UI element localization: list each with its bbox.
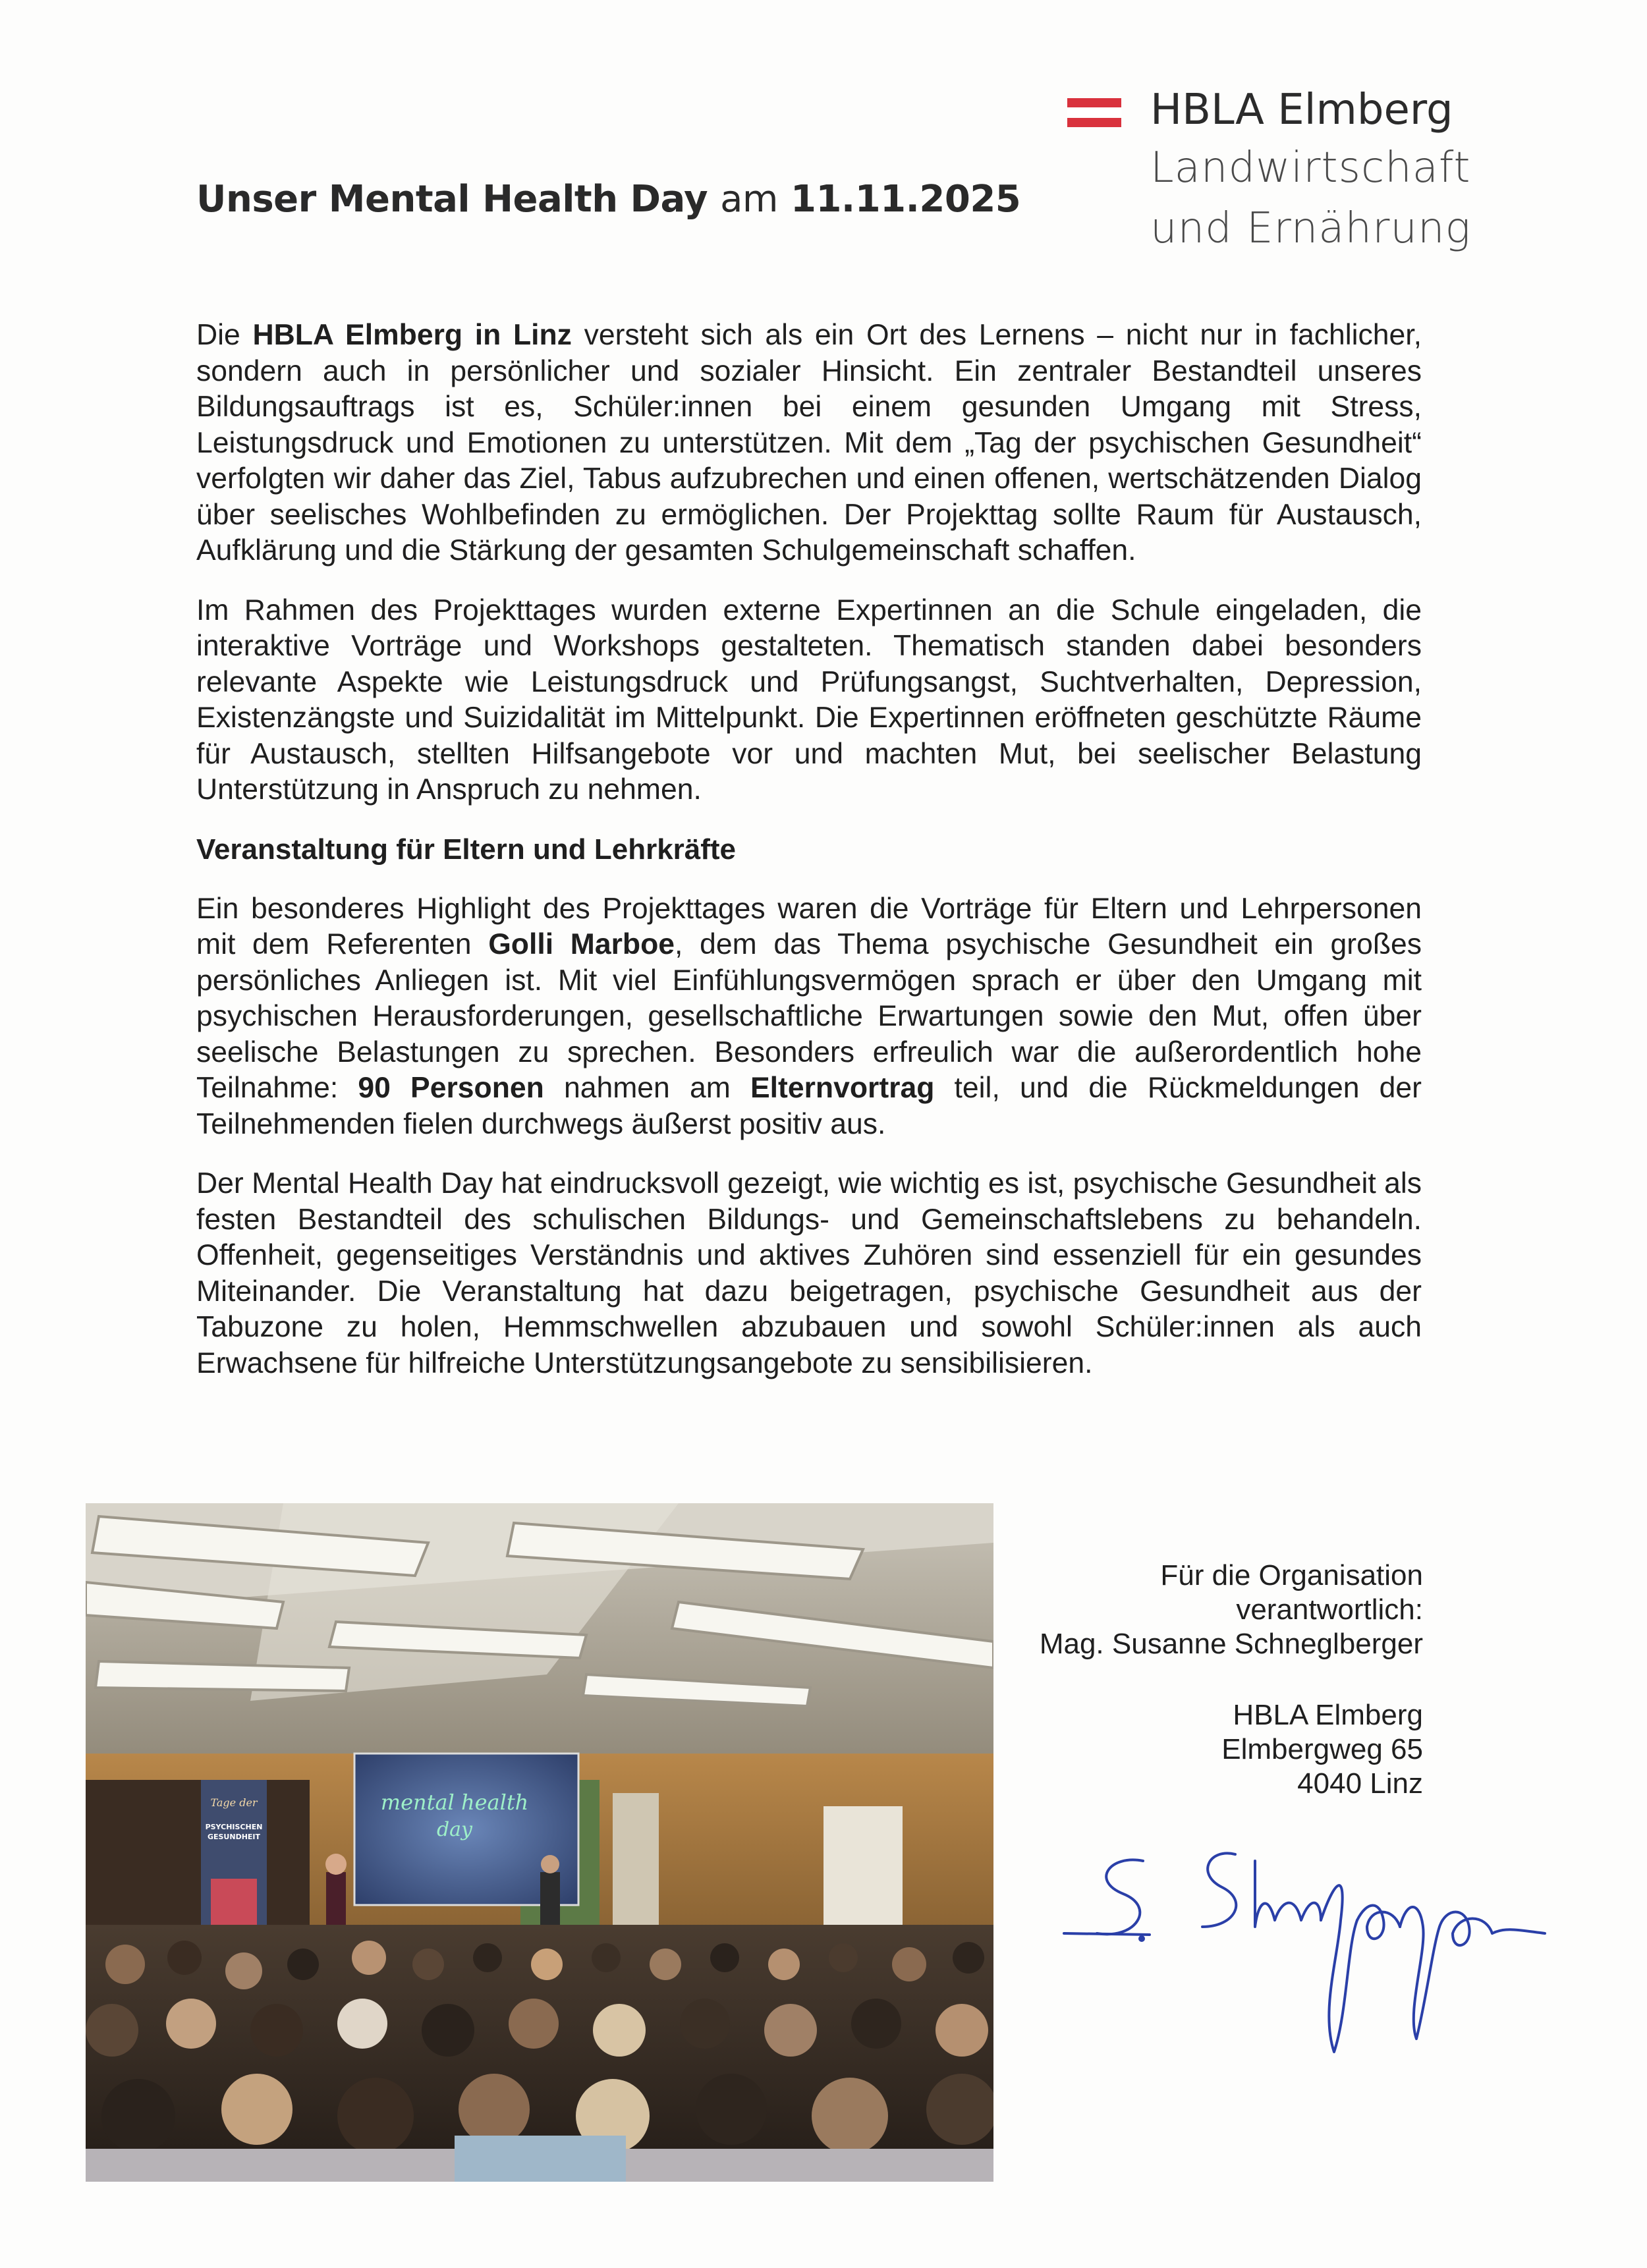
- org-line-3: Mag. Susanne Schneglberger: [1039, 1628, 1423, 1660]
- signature-icon: [1057, 1841, 1558, 2065]
- org-line-2: verantwortlich:: [1236, 1593, 1423, 1626]
- address-line-2: Elmbergweg 65: [1221, 1733, 1423, 1765]
- logo-line-2: Landwirtschaft: [1150, 144, 1471, 192]
- logo-line-3: und Ernährung: [1150, 204, 1471, 253]
- org-line-1: Für die Organisation: [1160, 1559, 1423, 1591]
- logo-line-1: HBLA Elmberg: [1150, 86, 1453, 134]
- responsible-person: [896, 1559, 1423, 1661]
- title-date: 11.11.2025: [790, 178, 1021, 221]
- paragraph-workshops: Im Rahmen des Projekttages wurden externe Expertinnen an die Schule eingeladen, die interaktive Vorträge und Workshops gestalteten. Thematisch standen dabei besonders relevante Aspekte wie Leistungsdruck und Prüfungsangst, Suchtverhalten, Depression, Existenzängste und Suizidalität im Mittelpunkt. Die Expertinnen eröffneten geschützte Räume für Austausch, stellten Hilfsangebote vor und machten Mut, bei seelischer Belastung Unterstützung in Anspruch zu nehmen.: [196, 594, 1422, 806]
- paragraph-conclusion: Der Mental Health Day hat eindrucksvoll gezeigt, wie wichtig es ist, psychische Gesundheit als festen Bestandteil des schulischen Bildungs- und Gemeinschaftslebens zu behandeln. Offenheit, gegenseitiges Verständnis und aktives Zuhören sind essenziell für ein gesundes Miteinander. Die Veranstaltung hat dazu beigetragen, psychische Gesundheit aus der Tabuzone zu holen, Hemmschwellen abzubauen und sowohl Schüler:innen als auch Erwachsene für hilfreiche Unterstützungsangebote zu sensibilisieren.: [196, 1167, 1422, 1379]
- title-bold: Unser Mental Health Day: [196, 178, 708, 221]
- school-address: [896, 1698, 1423, 1801]
- screen-text-2: day: [436, 1818, 473, 1841]
- organisation-info: [896, 1559, 1423, 1838]
- screen-text-1: mental health: [380, 1790, 529, 1815]
- austrian-flag-icon: [1067, 98, 1121, 127]
- school-name-highlight: HBLA Elmberg in Linz: [252, 319, 572, 351]
- section-heading: Veranstaltung für Eltern und Lehrkräfte: [196, 833, 737, 866]
- address-line-3: 4040 Linz: [1297, 1767, 1423, 1800]
- event-photo: [86, 1503, 993, 2182]
- title-date-prefix: am: [720, 178, 778, 221]
- article-body: [196, 318, 1422, 1405]
- paragraph-highlight: Ein besonderes Highlight des Projekttages waren die Vorträge für Eltern und Lehrpersonen mit dem Referenten Golli Marboe, dem das Thema psychische Gesundheit ein großes persönliches Anliegen ist. Mit viel Einfühlungsvermögen sprach er über den Umgang mit psychischen Herausforderungen, gesellschaftliche Erwartungen sowie den Mut, offen über seelische Belastungen zu sprechen. Besonders erfreulich war die außerordentlich hohe Teilnahme: 90 Personen nahmen am Elternvortrag teil, und die Rückmeldungen der Teilnehmenden fielen durchwegs äußerst positiv aus.: [196, 892, 1422, 1140]
- address-line-1: HBLA Elmberg: [1233, 1699, 1423, 1731]
- speaker-name: Golli Marboe: [488, 928, 675, 960]
- banner-text-2: PSYCHISCHEN: [205, 1823, 263, 1831]
- banner-text-3: GESUNDHEIT: [207, 1833, 261, 1841]
- event-name: Elternvortrag: [750, 1072, 935, 1104]
- banner-text-1: Tage der: [210, 1796, 258, 1809]
- participant-count: 90 Personen: [358, 1072, 544, 1104]
- page-title: [196, 178, 1020, 221]
- paragraph-intro: Die HBLA Elmberg in Linz versteht sich als ein Ort des Lernens – nicht nur in fachlicher, sondern auch in persönlicher und sozialer Hinsicht. Ein zentraler Bestandteil unseres Bildungsauftrags ist es, Schüler:innen bei einem gesunden Umgang mit Stress, Leistungsdruck und Emotionen zu unterstützen. Mit dem „Tag der psychischen Gesundheit“ verfolgten wir daher das Ziel, Tabus aufzubrechen und einen offenen, wertschätzenden Dialog über seelisches Wohlbefinden zu ermöglichen. Der Projekttag sollte Raum für Austausch, Aufklärung und die Stärkung der gesamten Schulgemeinschaft schaffen.: [196, 319, 1422, 567]
